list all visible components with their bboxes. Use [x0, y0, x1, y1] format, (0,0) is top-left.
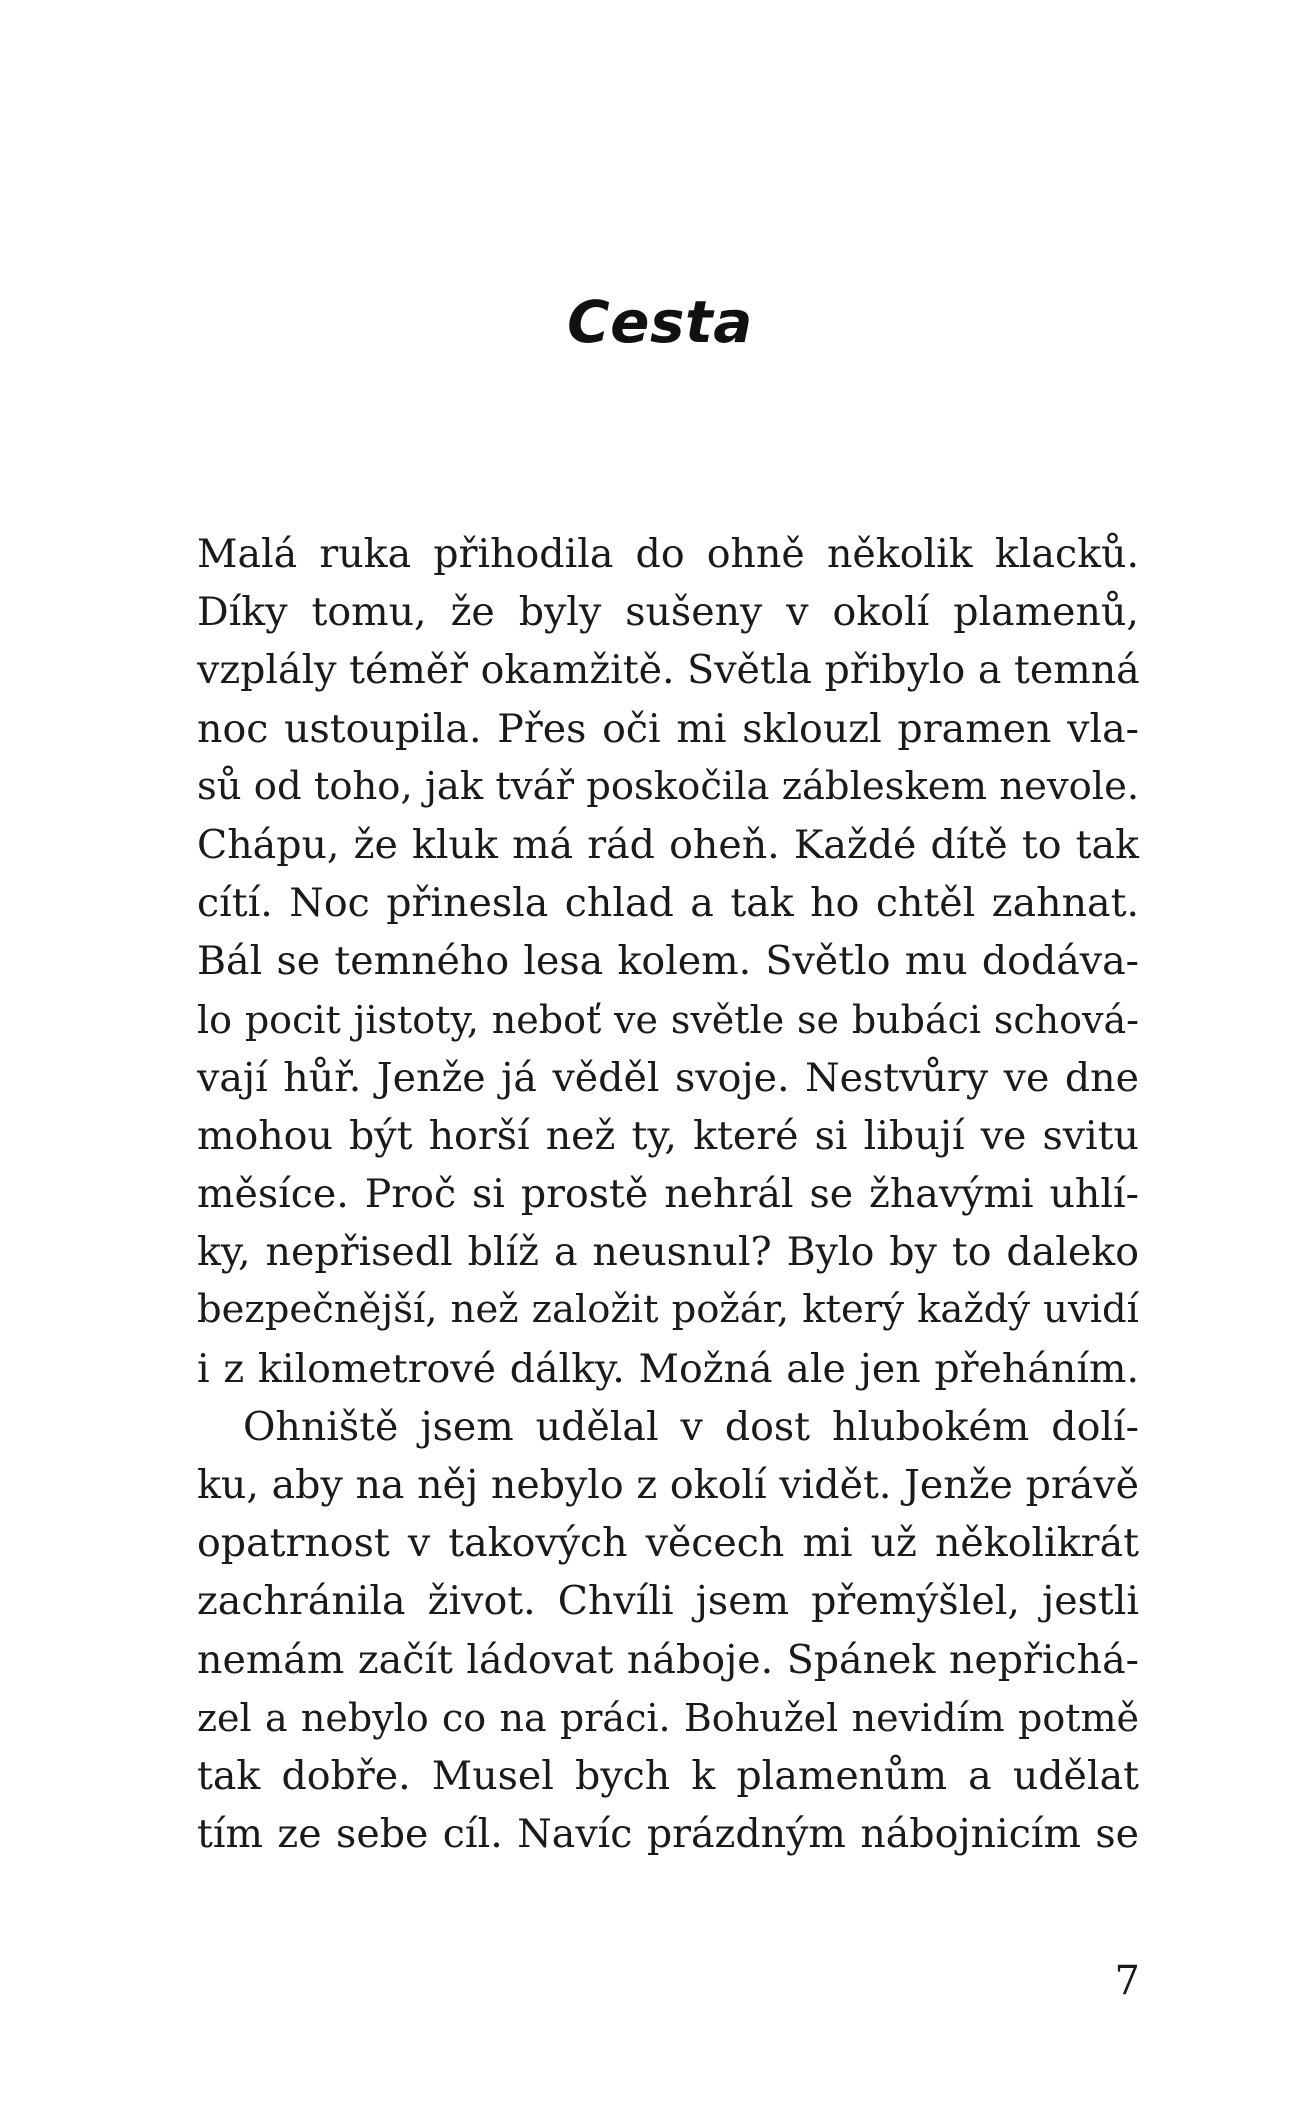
text-line: ky, nepřisedl blíž a neusnul? Bylo by to daleko	[197, 1229, 1139, 1276]
text-line: Bál se temného lesa kolem. Světlo mu dodáva-	[197, 938, 1139, 985]
text-line: vzplály téměř okamžitě. Světla přibylo a temná	[197, 647, 1140, 694]
text-line: opatrnost v takových věcech mi už několikrát	[197, 1520, 1139, 1567]
text-line: lo pocit jistoty, neboť ve světle se bubáci schová-	[197, 997, 1139, 1042]
text-line: zel a nebylo co na práci. Bohužel nevidím potmě	[197, 1695, 1139, 1740]
text-line: bezpečnější, než založit požár, který každý uvidí	[197, 1287, 1139, 1333]
text-line: tím ze sebe cíl. Navíc prázdným nábojnicím se	[197, 1811, 1139, 1858]
text-line: cítí. Noc přinesla chlad a tak ho chtěl zahnat.	[197, 880, 1139, 927]
text-line: mohou být horší než ty, které si libují ve svitu	[197, 1112, 1139, 1159]
text-line: nemám začít ládovat náboje. Spánek nepřichá-	[197, 1636, 1139, 1683]
text-line: sů od toho, jak tvář poskočila zábleskem nevole.	[197, 763, 1140, 809]
text-line: tak dobře. Musel bych k plamenům a udělat	[197, 1752, 1139, 1799]
text-line: noc ustoupila. Přes oči mi sklouzl pramen vla-	[197, 705, 1139, 752]
chapter-title: Cesta	[567, 288, 753, 356]
text-line: i z kilometrové dálky. Možná ale jen přeháním.	[197, 1345, 1139, 1392]
text-line: ku, aby na něj nebylo z okolí vidět. Jenže právě	[197, 1462, 1139, 1508]
text-line-paragraph-start: Ohniště jsem udělal v dost hlubokém dolí-	[243, 1403, 1139, 1450]
text-line: vají hůř. Jenže já věděl svoje. Nestvůry ve dne	[197, 1054, 1139, 1101]
text-line: Malá ruka přihodila do ohně několik klacků.	[197, 531, 1139, 577]
text-line: Díky tomu, že byly sušeny v okolí plamenů,	[197, 589, 1139, 636]
text-line: zachránila život. Chvíli jsem přemýšlel, jestli	[197, 1578, 1139, 1625]
text-line: Chápu, že kluk má rád oheň. Každé dítě to tak	[197, 821, 1139, 868]
text-line: měsíce. Proč si prostě nehrál se žhavými uhlí-	[197, 1171, 1139, 1218]
body-text	[197, 525, 1139, 1863]
page-number: 7	[1114, 1958, 1140, 2004]
